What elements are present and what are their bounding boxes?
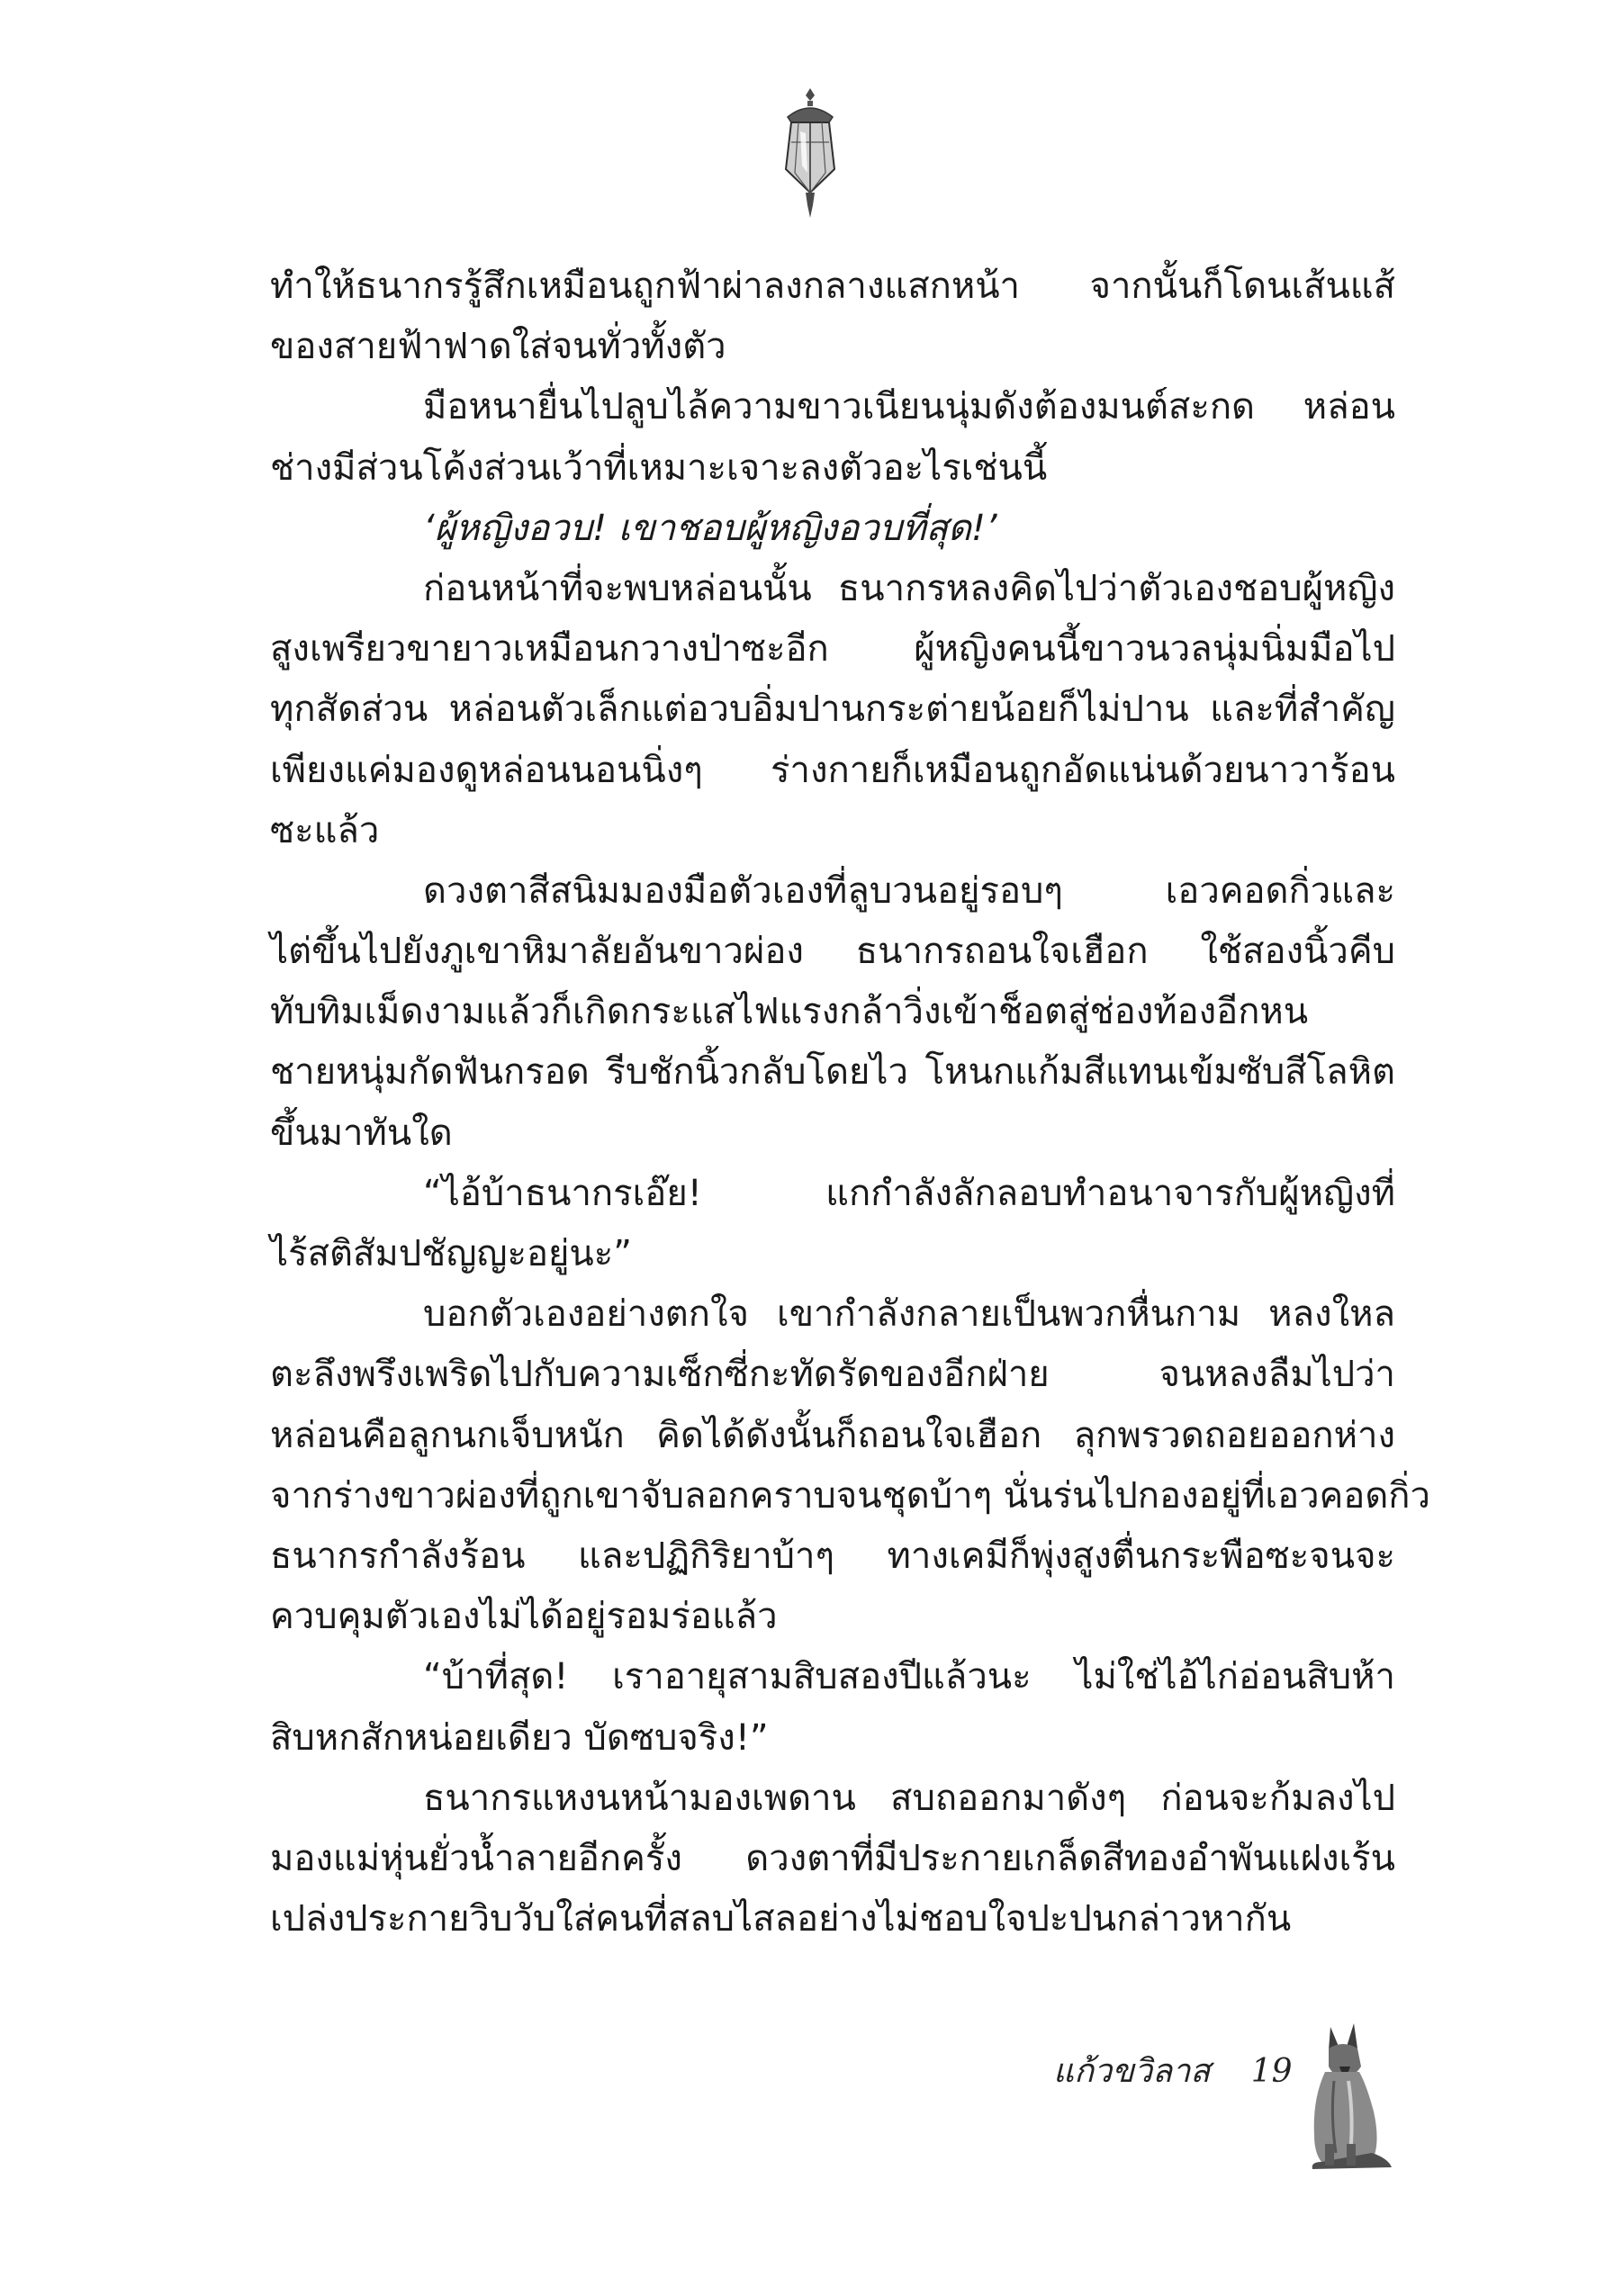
- text-line: ชายหนุ่มกัดฟันกรอด รีบชักนิ้วกลับโดยไว โหนกแก้มสีแทนเข้มซับสีโลหิต: [270, 1051, 1395, 1094]
- page-number: 19: [1250, 2053, 1293, 2090]
- text-line: เพียงแค่มองดูหล่อนนอนนิ่งๆ ร่างกายก็เหมือนถูกอัดแน่นด้วยนาวาร้อน: [270, 749, 1395, 791]
- text-line: ขึ้นมาทันใด: [270, 1112, 453, 1154]
- dog-icon: [1294, 2018, 1395, 2171]
- text-line: ‘ผู้หญิงอวบ! เขาชอบผู้หญิงอวบที่สุด!’: [423, 507, 997, 549]
- text-line: “บ้าที่สุด! เราอายุสามสิบสองปีแล้วนะ ไม่ใช่ไอ้ไก่อ่อนสิบห้า: [423, 1656, 1395, 1698]
- text-line: ตะลึงพรึงเพริดไปกับความเซ็กซี่กะทัดรัดของอีกฝ่าย จนหลงลืมไปว่า: [270, 1354, 1395, 1396]
- text-line: สูงเพรียวขายาวเหมือนกวางป่าซะอีก ผู้หญิงคนนี้ขาวนวลนุ่มนิ่มมือไป: [270, 628, 1395, 671]
- text-line: ธนากรแหงนหน้ามองเพดาน สบถออกมาดังๆ ก่อนจะก้มลงไป: [423, 1777, 1395, 1819]
- text-line: ก่อนหน้าที่จะพบหล่อนนั้น ธนากรหลงคิดไปว่าตัวเองชอบผู้หญิง: [423, 567, 1395, 609]
- text-line: เปล่งประกายวิบวับใส่คนที่สลบไสลอย่างไม่ชอบใจปะปนกล่าวหากัน: [270, 1898, 1292, 1940]
- text-line: มองแม่หุ่นยั่วน้ำลายอีกครั้ง ดวงตาที่มีประกายเกล็ดสีทองอำพันแฝงเร้น: [270, 1837, 1395, 1879]
- text-line: ควบคุมตัวเองไม่ได้อยู่รอมร่อแล้ว: [270, 1596, 778, 1638]
- text-line: “ไอ้บ้าธนากรเอ๊ย! แกกำลังลักลอบทำอนาจารกับผู้หญิงที่: [423, 1172, 1395, 1214]
- text-line: ของสายฟ้าฟาดใส่จนทั่วทั้งตัว: [270, 326, 726, 368]
- text-line: มือหนายื่นไปลูบไล้ความขาวเนียนนุ่มดังต้องมนต์สะกด หล่อน: [423, 386, 1395, 428]
- body-text: [270, 257, 1430, 1949]
- text-line: ไร้สติสัมปชัญญะอยู่นะ”: [270, 1233, 632, 1274]
- text-line: ทุกสัดส่วน หล่อนตัวเล็กแต่อวบอิ่มปานกระต่ายน้อยก็ไม่ปาน และที่สำคัญ: [270, 689, 1395, 731]
- text-line: หล่อนคือลูกนกเจ็บหนัก คิดได้ดังนั้นก็ถอนใจเฮือก ลุกพรวดถอยออกห่าง: [270, 1414, 1395, 1456]
- text-line: ช่างมีส่วนโค้งส่วนเว้าที่เหมาะเจาะลงตัวอะไรเช่นนี้: [270, 446, 1048, 489]
- book-title: แก้วขวิลาส: [1053, 2053, 1211, 2090]
- text-line: ดวงตาสีสนิมมองมือตัวเองที่ลูบวนอยู่รอบๆ เอวคอดกิ่วและ: [423, 869, 1395, 912]
- text-line: ทับทิมเม็ดงามแล้วก็เกิดกระแสไฟแรงกล้าวิ่งเข้าช็อตสู่ช่องท้องอีกหน: [270, 991, 1309, 1033]
- page-footer: [1053, 2045, 1293, 2096]
- lantern-icon: [775, 86, 845, 221]
- text-line: ไต่ขึ้นไปยังภูเขาหิมาลัยอันขาวผ่อง ธนากรถอนใจเฮือก ใช้สองนิ้วคีบ: [270, 931, 1395, 973]
- text-line: บอกตัวเองอย่างตกใจ เขากำลังกลายเป็นพวกหื่นกาม หลงใหล: [423, 1293, 1395, 1336]
- text-line: ซะแล้ว: [270, 809, 380, 851]
- text-line: ทำให้ธนากรรู้สึกเหมือนถูกฟ้าผ่าลงกลางแสกหน้า จากนั้นก็โดนเส้นแส้: [270, 266, 1395, 307]
- text-line: จากร่างขาวผ่องที่ถูกเขาจับลอกคราบจนชุดบ้าๆ นั่นร่นไปกองอยู่ที่เอวคอดกิ่ว: [270, 1474, 1430, 1517]
- text-line: สิบหกสักหน่อยเดียว บัดซบจริง!”: [270, 1716, 769, 1759]
- text-line: ธนากรกำลังร้อน และปฏิกิริยาบ้าๆ ทางเคมีก็พุ่งสูงตื่นกระพือซะจนจะ: [270, 1535, 1395, 1577]
